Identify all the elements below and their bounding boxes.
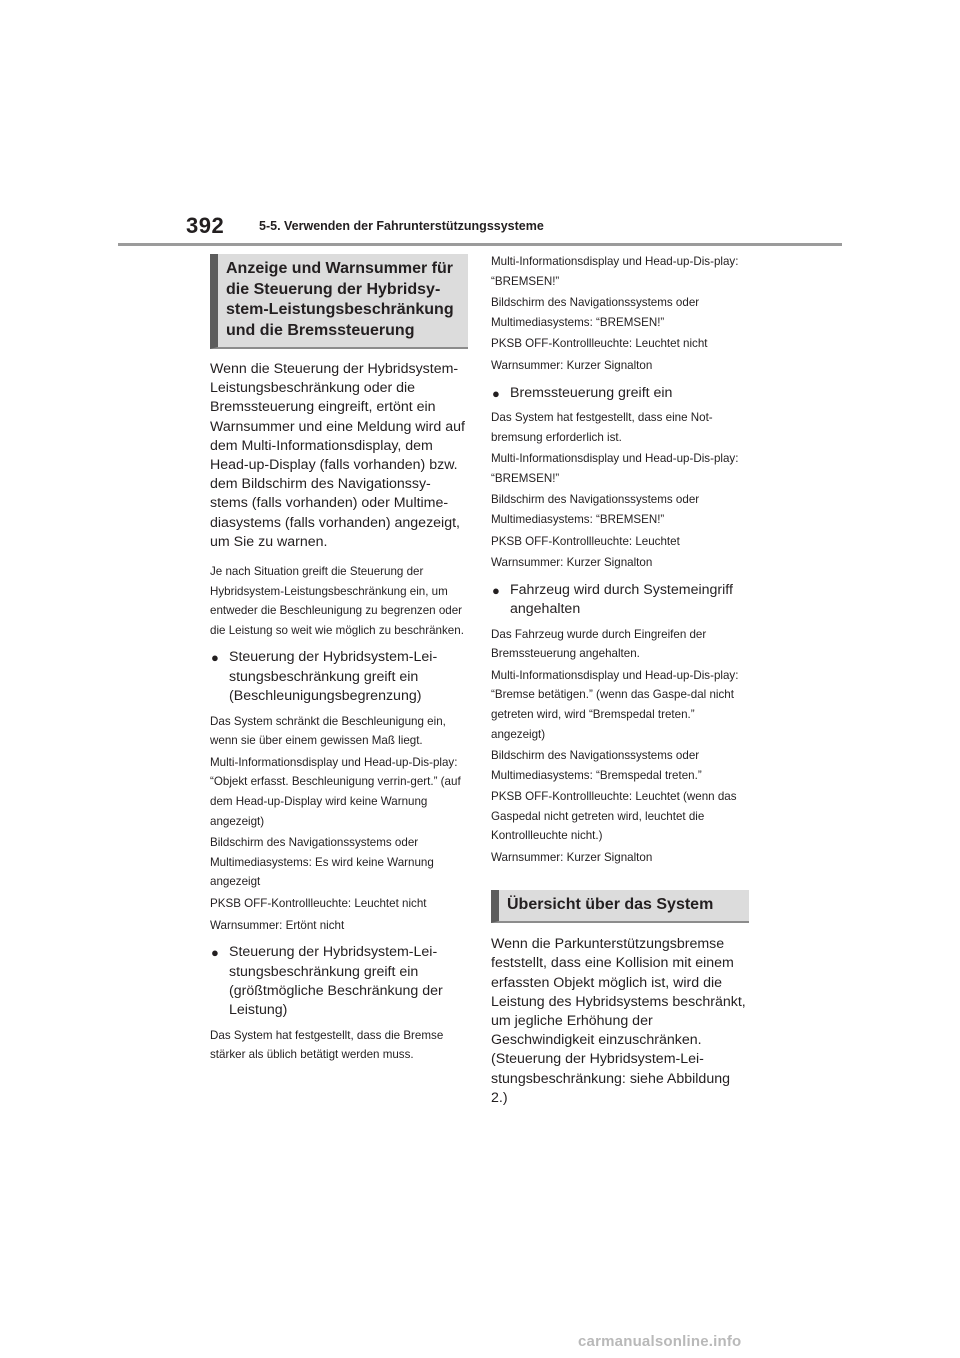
bullet-heading-text: Bremssteuerung greift ein: [510, 384, 673, 401]
item-pksb-status: PKSB OFF-Kontrollleuchte: Leuchtet nicht: [491, 337, 708, 351]
bullet-heading-maximum-restriction: [210, 943, 468, 1021]
bullet-heading-text: Fahrzeug wird durch Systemeingriff angehalten: [510, 581, 733, 618]
bullet-icon: ●: [492, 385, 500, 401]
left-column: [210, 254, 468, 1067]
item-buzzer-status: Warnsummer: Kurzer Signalton: [491, 358, 653, 372]
item-description: Das System hat festgestellt, dass die Bremse stärker als üblich betätigt werden muss.: [210, 1028, 444, 1062]
bullet-heading-brake-control: [491, 384, 749, 403]
item-buzzer-status: Warnsummer: Kurzer Signalton: [491, 851, 653, 865]
item-navigation-message: Bildschirm des Navigationssystems oder Multimediasystems: “BREMSEN!”: [491, 493, 700, 526]
item-pksb-status: PKSB OFF-Kontrollleuchte: Leuchtet (wenn das Gaspedal nicht getreten wird, leuchtet die Kontrollleuchte nicht.): [491, 790, 737, 843]
bullet-icon: ●: [211, 650, 219, 666]
item-pksb-status: PKSB OFF-Kontrollleuchte: Leuchtet: [491, 534, 680, 548]
bullet-icon: ●: [492, 582, 500, 598]
right-column: [491, 254, 749, 1118]
intro-paragraph: Wenn die Steuerung der Hybridsystem-Leistungsbeschränkung oder die Bremssteuerung eingreift, ertönt ein Warnsummer und eine Meldung wird auf dem Multi-Informationsdisplay, dem Head-up-Display (falls vorhanden) bzw. dem Bildschirm des Navigationssy-stems (falls vorhanden) oder Multime-diasystems (falls vorhanden) angezeigt, um Sie zu warnen.: [210, 361, 465, 550]
overview-paragraph: Wenn die Parkunterstützungsbremse feststellt, dass eine Kollision mit einem erfassten Objekt möglich ist, wird die Leistung des Hybridsystems beschränkt, um jegliche Erhöhung der Geschwindigkeit einzuschränken. (Steuerung der Hybridsystem-Lei-stungsbeschränkung: siehe Abbildung 2.): [491, 936, 746, 1106]
bullet-icon: ●: [211, 945, 219, 961]
bullet-heading-vehicle-stopped: [491, 581, 749, 620]
item-buzzer-status: Warnsummer: Ertönt nicht: [210, 918, 345, 932]
note-paragraph: Je nach Situation greift die Steuerung der Hybridsystem-Leistungsbeschränkung ein, um entweder die Beschleunigung zu begrenzen oder die Leistung so weit wie möglich zu beschränken.: [210, 565, 464, 637]
bullet-heading-text: Steuerung der Hybridsystem-Lei-stungsbeschränkung greift ein (größtmögliche Beschränkung der Leistung): [229, 944, 443, 1019]
item-navigation-message: Bildschirm des Navigationssystems oder Multimediasystems: “Bremspedal treten.”: [491, 749, 702, 782]
item-description: Das System schränkt die Beschleunigung ein, wenn sie über einem gewissen Maß liegt.: [210, 714, 446, 748]
item-display-message: Multi-Informationsdisplay und Head-up-Dis-play: “Bremse betätigen.” (wenn das Gaspe-dal nicht getreten wird, wird “Bremspedal treten.” angezeigt): [491, 668, 739, 741]
item-navigation-message: Bildschirm des Navigationssystems oder Multimediasystems: Es wird keine Warnung angezeigt: [210, 836, 434, 889]
item-display-message: Multi-Informationsdisplay und Head-up-Dis-play: “Objekt erfasst. Beschleunigung verrin-gert.” (auf dem Head-up-Display wird keine Warnung angezeigt): [210, 755, 461, 828]
item-pksb-status: PKSB OFF-Kontrollleuchte: Leuchtet nicht: [210, 896, 427, 910]
item-description: Das System hat festgestellt, dass eine Not-bremsung erforderlich ist.: [491, 410, 713, 444]
header-divider: [118, 243, 842, 246]
page-number: 392: [186, 213, 225, 238]
section-heading-system-overview: Übersicht über das System: [491, 890, 749, 924]
bullet-heading-text: Steuerung der Hybridsystem-Lei-stungsbeschränkung greift ein (Beschleunigungsbegrenzung): [229, 649, 438, 705]
item-buzzer-status: Warnsummer: Kurzer Signalton: [491, 556, 653, 570]
item-description: Das Fahrzeug wurde durch Eingreifen der Bremssteuerung angehalten.: [491, 627, 707, 661]
chapter-title: 5-5. Verwenden der Fahrunterstützungssysteme: [259, 219, 544, 233]
item-navigation-message: Bildschirm des Navigationssystems oder Multimediasystems: “BREMSEN!”: [491, 296, 700, 329]
bullet-heading-acceleration-limit: [210, 648, 468, 706]
item-display-message: Multi-Informationsdisplay und Head-up-Dis-play: “BREMSEN!”: [491, 452, 739, 485]
watermark-text: carmanualsonline.info: [578, 1333, 742, 1350]
item-display-message: Multi-Informationsdisplay und Head-up-Dis-play: “BREMSEN!”: [491, 255, 739, 288]
section-heading-display-warning: Anzeige und Warnsummer für die Steuerung der Hybridsy-stem-Leistungsbeschränkung und die Bremssteuerung: [210, 254, 468, 349]
